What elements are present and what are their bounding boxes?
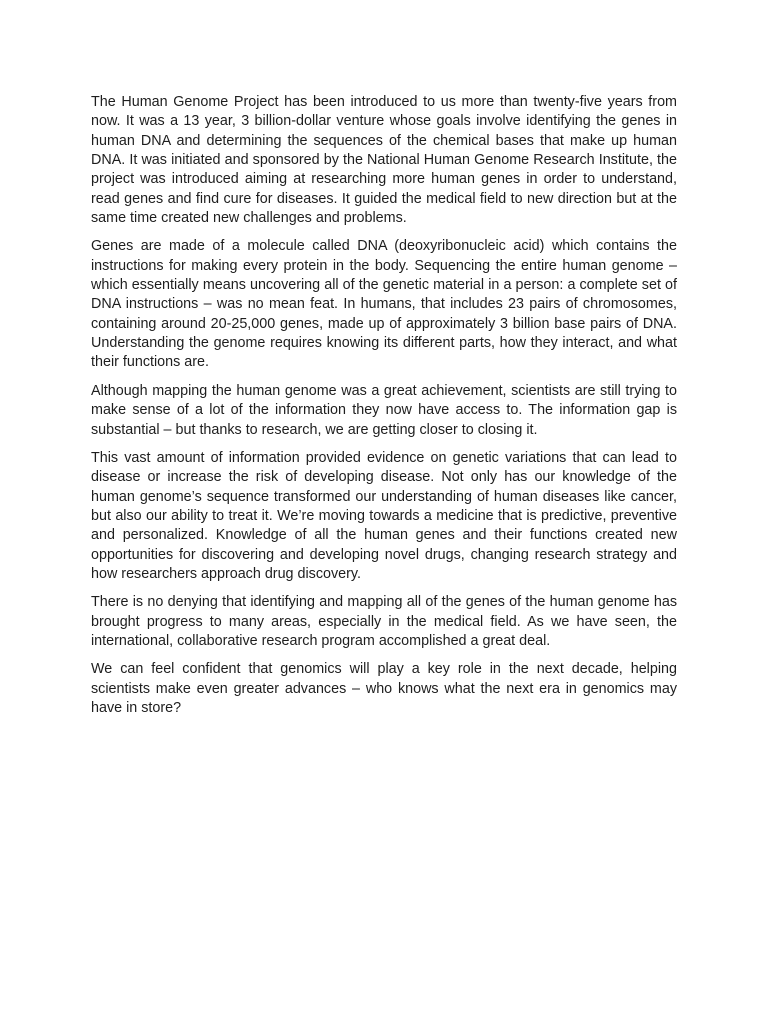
paragraph-1: The Human Genome Project has been introduced to us more than twenty-five years from now. It was a 13 year, 3 billion-dollar venture whose goals involve identifying the genes in human DNA and determining the sequences of the chemical bases that make up human DNA. It was initiated and sponsored by the National Human Genome Research Institute, the project was introduced aiming at researching more human genes in order to understand, read genes and find cure for diseases. It guided the medical field to new direction but at the same time created new challenges and problems. — [91, 94, 677, 227]
paragraph-5: There is no denying that identifying and mapping all of the genes of the human genome has brought progress to many areas, especially in the medical field. As we have seen, the international, collaborative research program accomplished a great deal. — [91, 594, 677, 649]
paragraph-3: Although mapping the human genome was a great achievement, scientists are still trying to make sense of a lot of the information they now have access to. The information gap is substantial – but thanks to research, we are getting closer to closing it. — [91, 382, 677, 438]
document-body — [91, 93, 677, 727]
paragraph-2: Genes are made of a molecule called DNA (deoxyribonucleic acid) which contains the instructions for making every protein in the body. Sequencing the entire human genome – which essentially means uncovering all of the genetic material in a person: a complete set of DNA instructions – was no mean feat. In humans, that includes 23 pairs of chromosomes, containing around 20-25,000 genes, made up of approximately 3 billion base pairs of DNA. Understanding the genome requires knowing its different parts, how they interact, and what their functions are. — [91, 238, 677, 371]
paragraph-4: This vast amount of information provided evidence on genetic variations that can lead to disease or increase the risk of developing disease. Not only has our knowledge of the human genome’s sequence transformed our understanding of human diseases like cancer, but also our ability to treat it. We’re moving towards a medicine that is predictive, preventive and personalized. Knowledge of all the human genes and their functions created new opportunities for discovering and developing novel drugs, changing research strategy and how researchers approach drug discovery. — [91, 449, 677, 582]
paragraph-6: We can feel confident that genomics will play a key role in the next decade, helping scientists make even greater advances – who knows what the next era in genomics may have in store? — [91, 661, 677, 716]
